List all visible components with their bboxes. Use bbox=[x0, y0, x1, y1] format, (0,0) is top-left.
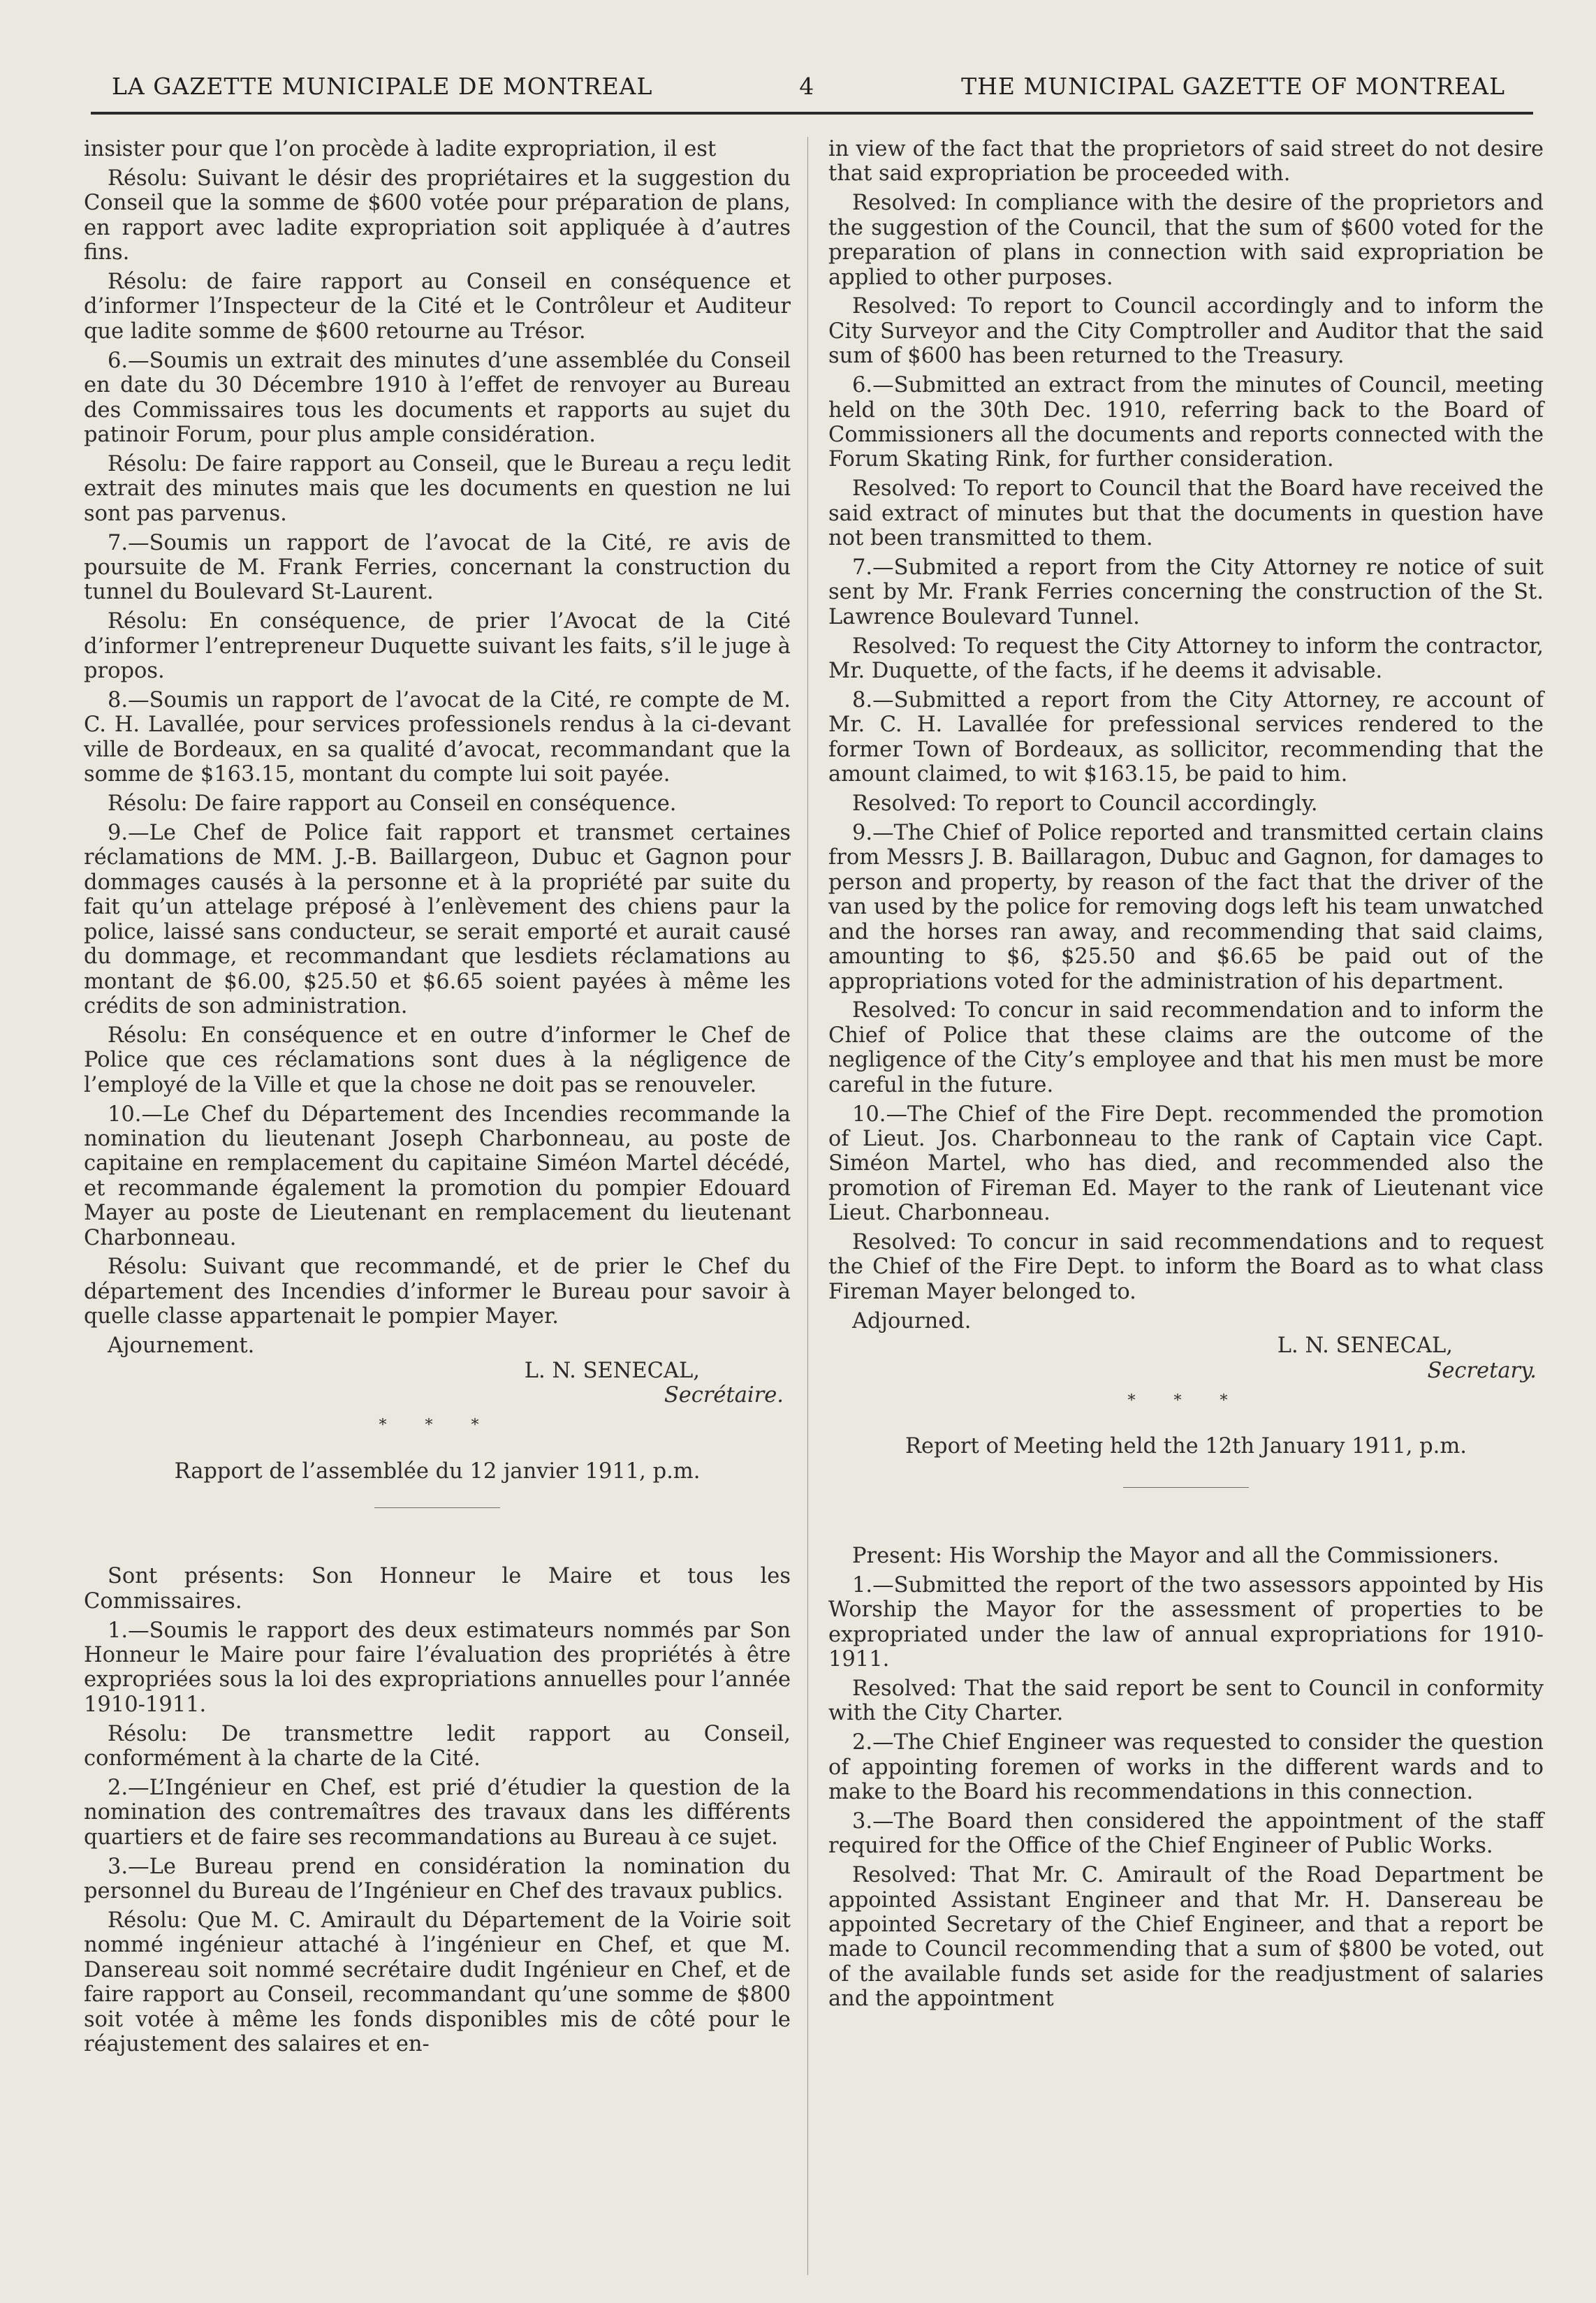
paragraph: 6.—Soumis un extrait des minutes d’une assemblée du Conseil en date du 30 Décembre 1910 à l’effet de renvoyer au Bureau des Commissaires tous les documents et rapports au sujet du patinoir Forum, pour plus ample considération. bbox=[84, 348, 791, 447]
signature-title: Secretary. bbox=[1427, 1358, 1537, 1383]
paragraph: Resolved: To report to Council accordingly. bbox=[852, 791, 1318, 817]
paragraph: Sont présents: Son Honneur le Maire et tous les Commissaires. bbox=[84, 1564, 791, 1614]
paragraph: 1.—Soumis le rapport des deux estimateurs nommés par Son Honneur le Maire pour faire l’évaluation des propriétés à être expropriées sous la loi des expropriations annuelles pour l’année 1910-1911. bbox=[84, 1618, 791, 1717]
adjournment: Ajournement. bbox=[108, 1333, 255, 1359]
header-rule bbox=[91, 112, 1533, 115]
paragraph: Resolved: That Mr. C. Amirault of the Road Department be appointed Assistant Engineer and that Mr. H. Dansereau be appointed Secretary of the Chief Engineer, and that a report be made to Council recommending that a sum of $800 be voted, out of the available funds set aside for the readjustment of salaries and the appointment bbox=[828, 1863, 1544, 2012]
paragraph: Résolu: de faire rapport au Conseil en conséquence et d’informer l’Inspecteur de la Cité et le Contrôleur et Auditeur que ladite somme de $600 retourne au Trésor. bbox=[84, 270, 791, 344]
paragraph: 10.—Le Chef du Département des Incendies recommande la nomination du lieutenant Joseph Charbonneau, au poste de capitaine en remplacement du capitaine Siméon Martel décédé, et recommande également la promotion du pompier Edouard Mayer au poste de Lieutenant en remplacement du lieutenant Charbonneau. bbox=[84, 1102, 791, 1250]
paragraph: in view of the fact that the proprietors of said street do not desire that said expropriation be proceeded with. bbox=[828, 137, 1544, 187]
english-column bbox=[828, 137, 1544, 2282]
section-title: Report of Meeting held the 12th January 1911, p.m. bbox=[905, 1434, 1467, 1459]
paragraph: 9.—Le Chef de Police fait rapport et transmet certaines réclamations de MM. J.-B. Baillargeon, Dubuc et Gagnon pour dommages causés à la personne et à la propriété par suite du fait qu’un attelage préposé à l’enlèvement des chiens paur la police, laissé sans conducteur, se serait emporté et aurait causé du dommage, et recommandant que lesdiets réclamations au montant de $6.00, $25.50 et $6.65 soient payées à même les crédits de son administration. bbox=[84, 821, 791, 1018]
paragraph: Résolu: Suivant le désir des propriétaires et la suggestion du Conseil que la somme de $600 votée pour préparation de plans, en rapport avec ladite expropriation soit appliquée à d’autres fins. bbox=[84, 166, 791, 265]
paragraph: Résolu: De transmettre ledit rapport au Conseil, conformément à la charte de la Cité. bbox=[84, 1721, 791, 1771]
header-english-title: THE MUNICIPAL GAZETTE OF MONTREAL bbox=[961, 72, 1505, 100]
paragraph: 3.—The Board then considered the appointment of the staff required for the Office of the Chief Engineer of Public Works. bbox=[828, 1808, 1544, 1859]
paragraph: 8.—Submitted a report from the City Attorney, re account of Mr. C. H. Lavallée for prefessional services rendered to the former Town of Bordeaux, as sollicitor, recommending that the amount claimed, to wit $163.15, be paid to him. bbox=[828, 688, 1544, 787]
paragraph: Résolu: En conséquence et en outre d’informer le Chef de Police que ces réclamations sont dues à la négligence de l’employé de la Ville et que la chose ne doit pas se renouveler. bbox=[84, 1023, 791, 1097]
paragraph: Résolu: Que M. C. Amirault du Département de la Voirie soit nommé ingénieur attaché à l’ingénieur en Chef, et que M. Dansereau soit nommé secrétaire dudit Ingénieur en Chef, et de faire rapport au Conseil, recommandant qu’une somme de $800 soit votée à même les fonds disponibles mis de côté pour le réajustement des salaires et en- bbox=[84, 1908, 791, 2057]
paragraph: 7.—Soumis un rapport de l’avocat de la Cité, re avis de poursuite de M. Frank Ferries, concernant la construction du tunnel du Boulevard St-Laurent. bbox=[84, 530, 791, 605]
section-rule bbox=[374, 1507, 500, 1508]
header-french-title: LA GAZETTE MUNICIPALE DE MONTREAL bbox=[112, 72, 653, 100]
paragraph: Resolved: To request the City Attorney to inform the contractor, Mr. Duquette, of the facts, if he deems it advisable. bbox=[828, 634, 1544, 684]
paragraph: Present: His Worship the Mayor and all the Commissioners. bbox=[852, 1543, 1500, 1568]
paragraph: 9.—The Chief of Police reported and transmitted certain clains from Messrs J. B. Baillaragon, Dubuc and Gagnon, for damages to person and property, by reason of the fact that the driver of the van used by the police for removing dogs left his team unwatched and the horses ran away, and recommending that said claims, amounting to $6, $25.50 and $6.65 be paid out of the appropriations voted for the administration of his department. bbox=[828, 821, 1544, 994]
signature-title: Secrétaire. bbox=[664, 1383, 784, 1408]
signature-name: L. N. SENECAL, bbox=[1277, 1333, 1453, 1359]
paragraph: Résolu: De faire rapport au Conseil, que le Bureau a reçu ledit extrait des minutes mais que les documents en question ne lui sont pas parvenus. bbox=[84, 451, 791, 526]
column-divider bbox=[807, 137, 808, 2275]
paragraph: Resolved: To report to Council that the Board have received the said extract of minutes but that the documents in question have not been transmitted to them. bbox=[828, 476, 1544, 551]
paragraph: 8.—Soumis un rapport de l’avocat de la Cité, re compte de M. C. H. Lavallée, pour services professionels rendus à la ci-devant ville de Bordeaux, en sa qualité d’avocat, recommandant que la somme de $163.15, montant du compte lui soit payée. bbox=[84, 688, 791, 787]
paragraph: insister pour que l’on procède à ladite expropriation, il est bbox=[84, 137, 717, 161]
section-stars: * * * bbox=[1127, 1392, 1245, 1410]
section-rule bbox=[1123, 1487, 1249, 1488]
paragraph: 3.—Le Bureau prend en considération la nomination du personnel du Bureau de l’Ingénieur en Chef des travaux publics. bbox=[84, 1854, 791, 1904]
paragraph: Resolved: To concur in said recommendation and to inform the Chief of Police that these claims are the outcome of the negligence of the City’s employee and that his men must be more careful in the future. bbox=[828, 998, 1544, 1097]
section-stars: * * * bbox=[379, 1417, 496, 1435]
paragraph: Resolved: To report to Council accordingly and to inform the City Surveyor and the City Comptroller and Auditor that the said sum of $600 has been returned to the Treasury. bbox=[828, 294, 1544, 369]
paragraph: Résolu: Suivant que recommandé, et de prier le Chef du département des Incendies d’informer le Bureau pour savoir à quelle classe appartenait le pompier Mayer. bbox=[84, 1255, 791, 1329]
page-number: 4 bbox=[799, 72, 815, 100]
paragraph: 2.—The Chief Engineer was requested to consider the question of appointing foremen of works in the different wards and to make to the Board his recommendations in this connection. bbox=[828, 1730, 1544, 1804]
paragraph: 10.—The Chief of the Fire Dept. recommended the promotion of Lieut. Jos. Charbonneau to the rank of Captain vice Capt. Siméon Martel, who has died, and recommended also the promotion of Fireman Ed. Mayer to the rank of Lieutenant vice Lieut. Charbonneau. bbox=[828, 1102, 1544, 1226]
paragraph: Resolved: In compliance with the desire of the proprietors and the suggestion of the Council, that the sum of $600 voted for the preparation of plans in connection with said expropriation be applied to other purposes. bbox=[828, 191, 1544, 290]
signature-name: L. N. SENECAL, bbox=[524, 1358, 700, 1383]
section-title: Rapport de l’assemblée du 12 janvier 1911, p.m. bbox=[174, 1458, 701, 1484]
paragraph: Resolved: To concur in said recommendations and to request the Chief of the Fire Dept. to inform the Board as to what class Fireman Mayer belonged to. bbox=[828, 1230, 1544, 1304]
paragraph: Résolu: De faire rapport au Conseil en conséquence. bbox=[108, 791, 677, 817]
paragraph: 7.—Submited a report from the City Attorney re notice of suit sent by Mr. Frank Ferries concerning the construction of the St. Lawrence Boulevard Tunnel. bbox=[828, 555, 1544, 629]
french-column bbox=[84, 137, 791, 2282]
paragraph: Résolu: En conséquence, de prier l’Avocat de la Cité d’informer l’entrepreneur Duquette suivant les faits, s’il le juge à propos. bbox=[84, 609, 791, 684]
page-header bbox=[112, 67, 1505, 105]
paragraph: 2.—L’Ingénieur en Chef, est prié d’étudier la question de la nomination des contremaîtres des travaux dans les différents quartiers et de faire ses recommandations au Bureau à ce sujet. bbox=[84, 1775, 791, 1850]
paragraph: 6.—Submitted an extract from the minutes of Council, meeting held on the 30th Dec. 1910, referring back to the Board of Commissioners all the documents and reports connected with the Forum Skating Rink, for further consideration. bbox=[828, 373, 1544, 472]
adjournment: Adjourned. bbox=[852, 1308, 972, 1333]
paragraph: Resolved: That the said report be sent to Council in conformity with the City Charter. bbox=[828, 1676, 1544, 1726]
paragraph: 1.—Submitted the report of the two assessors appointed by His Worship the Mayor for the assessment of properties to be expropriated under the law of annual expropriations for 1910-1911. bbox=[828, 1572, 1544, 1672]
